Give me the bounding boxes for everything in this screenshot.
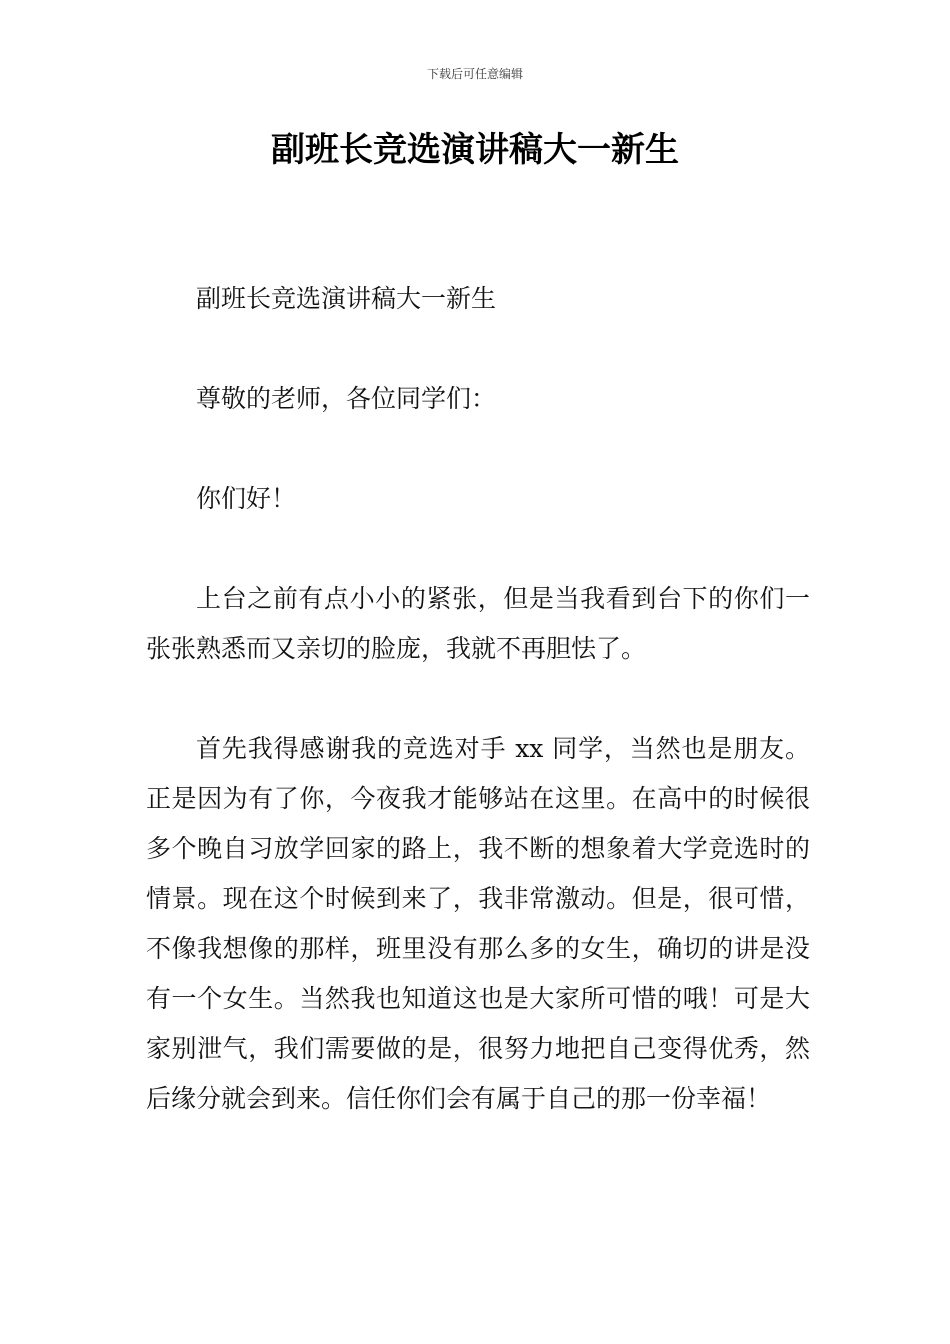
paragraph-salutation: 尊敬的老师，各位同学们： [196, 384, 497, 413]
paragraph-main: 首先我得感谢我的竞选对手 xx 同学，当然也是朋友。正是因为有了你，今夜我才能够站在这里。在高中的时候很多个晚自习放学回家的路上，我不断的想象着大学竞选时的情景。现在这个时候到来了，我非常激动。但是，很可惜，不像我想像的那样，班里没有那么多的女生，确切的讲是没有一个女生。当然我也知道这也是大家所可惜的哦！可是大家别泄气，我们需要做的是，很努力地把自己变得优秀，然后缘分就会到来。信任你们会有属于自己的那一份幸福！ [146, 734, 810, 1113]
header-note: 下载后可任意编辑 [426, 67, 523, 81]
paragraph-subtitle: 副班长竞选演讲稿大一新生 [196, 284, 497, 313]
document-body [146, 274, 810, 1174]
paragraph-greeting: 你们好！ [196, 484, 297, 513]
document-title: 副班长竞选演讲稿大一新生 [271, 130, 679, 170]
paragraph-intro: 上台之前有点小小的紧张，但是当我看到台下的你们一张张熟悉而又亲切的脸庞，我就不再胆怯了。 [146, 584, 810, 663]
